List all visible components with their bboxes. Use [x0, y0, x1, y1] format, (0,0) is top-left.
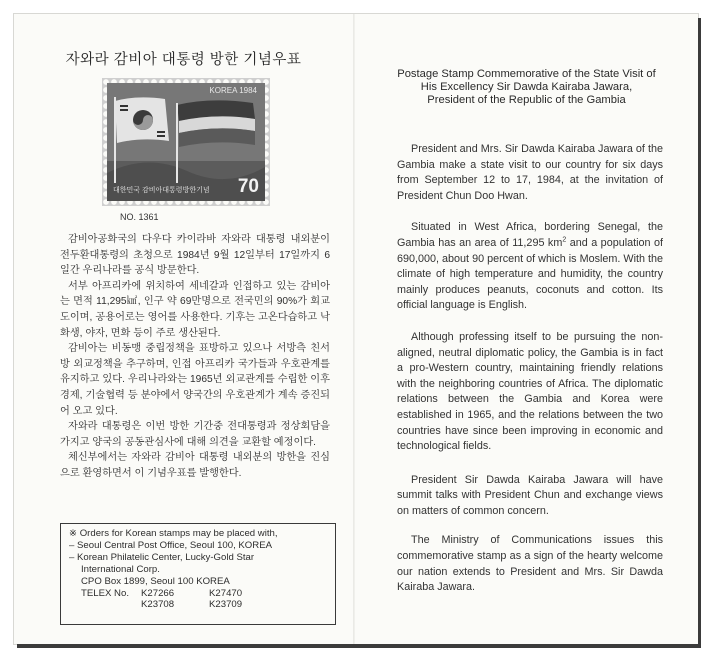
telex-number: K27266 [141, 587, 175, 599]
english-title [355, 68, 698, 107]
english-paragraph: President and Mrs. Sir Dawda Kairaba Jawara of the Gambia make a state visit to our country for six days from September 12 to 17, 1984, at the invitation of President Chun Doo Hwan. [397, 143, 663, 202]
stamp-number: NO. 1361 [120, 212, 159, 222]
telex-number: K23709 [209, 599, 243, 611]
english-title-line: His Excellency Sir Dawda Kairaba Jawara, [420, 81, 633, 93]
telex-row [69, 599, 329, 611]
orders-line: CPO Box 1899, Seoul 100 KOREA [81, 575, 230, 587]
orders-line: – Seoul Central Post Office, Seoul 100, KOREA [69, 539, 273, 551]
korean-title: 자와라 감비아 대통령 방한 기념우표 [65, 52, 302, 68]
stamp-year: KOREA 1984 [209, 86, 257, 95]
telex-label: TELEX No. [81, 587, 129, 599]
english-body [397, 142, 663, 612]
english-paragraph: President Sir Dawda Kairaba Jawara will have summit talks with President Chun and exchange views on matters of common concern. [397, 473, 663, 517]
english-paragraph: The Ministry of Communications issues this commemorative stamp as a sign of the hearty welcome our nation extends to President and Mrs. Sir Dawda Kairaba Jawara. [397, 534, 663, 594]
english-paragraph: Although professing itself to be pursuing the non-aligned, neutral diplomatic policy, the Gambia is in fact a pro-Western country, maintaining friendly relations with the neighboring countries of Africa. The diplomatic relations between the Gambia and Korea were established in 1965, and the relations between the two countries have since been improving in economic and technological fields. [397, 330, 663, 453]
stamp-image [102, 78, 270, 206]
korean-panel [14, 14, 353, 644]
english-title-line: President of the Republic of the Gambia [427, 94, 626, 106]
korean-body [60, 232, 330, 482]
telex-number: K27470 [209, 587, 243, 599]
orders-line: ※ Orders for Korean stamps may be placed with, [69, 528, 278, 539]
orders-box [60, 523, 336, 625]
korean-paragraph: 감비아공화국의 다우다 카이라바 자와라 대통령 내외분이 전두환대통령의 초청으로 1984년 9월 12일부터 17일까지 6일간 우리나라를 공식 방문한다. [60, 234, 330, 277]
stamp-face-value: 70 [237, 176, 259, 197]
stamp-artwork [107, 83, 265, 201]
english-paragraph [397, 220, 663, 314]
korean-paragraph: 체신부에서는 자와라 감비아 대통령 내외분의 방한을 진심으로 환영하면서 이 기념우표를 발행한다. [60, 452, 330, 479]
leaflet-sheet [14, 14, 698, 644]
english-title-line: Postage Stamp Commemorative of the State Visit of [397, 68, 656, 80]
telex-row [69, 588, 329, 600]
english-panel [355, 14, 698, 644]
stamp-caption: 대한민국 감비아대통령방한기념 [113, 187, 210, 194]
english-paragraph-text: Situated in West Africa, bordering Senegal, the Gambia has an area of 11,295 km [397, 221, 663, 249]
korean-paragraph: 자와라 대통령은 이번 방한 기간중 전대통령과 정상회담을 가지고 양국의 공동관심사에 대해 의견을 교환할 예정이다. [60, 421, 330, 448]
telex-number: K23708 [141, 599, 175, 611]
superscript: 2 [562, 236, 567, 244]
english-paragraph-text: and a population of 690,000, about 90 percent of which is Moslem. With the climate of high temperature and humidity, the country mainly produces peanuts, coconuts and cotton. Its official language is English. [397, 236, 663, 312]
korean-paragraph: 서부 아프리카에 위치하여 세네갈과 인접하고 있는 감비아는 면적 11,295㎢, 인구 약 69만명으로 전국민의 90%가 회교도이며, 공용어로는 영어를 사용한다. 기후는 고온다습하고 낙화생, 야자, 면화 등이 주로 생산된다. [60, 280, 330, 339]
orders-line: – Korean Philatelic Center, Lucky-Gold Star [69, 551, 255, 563]
orders-line: International Corp. [81, 563, 160, 575]
korean-paragraph: 감비아는 비동맹 중립정책을 표방하고 있으나 서방측 친서방 외교정책을 추구하며, 인접 아프리카 국가들과 우호관계를 유지하고 있다. 우리나라와는 1965년 외교관계를 수립한 이후 경제, 기술협력 등 분야에서 양국간의 우호관계가 계속 증진되어 오고 있다. [60, 343, 330, 417]
